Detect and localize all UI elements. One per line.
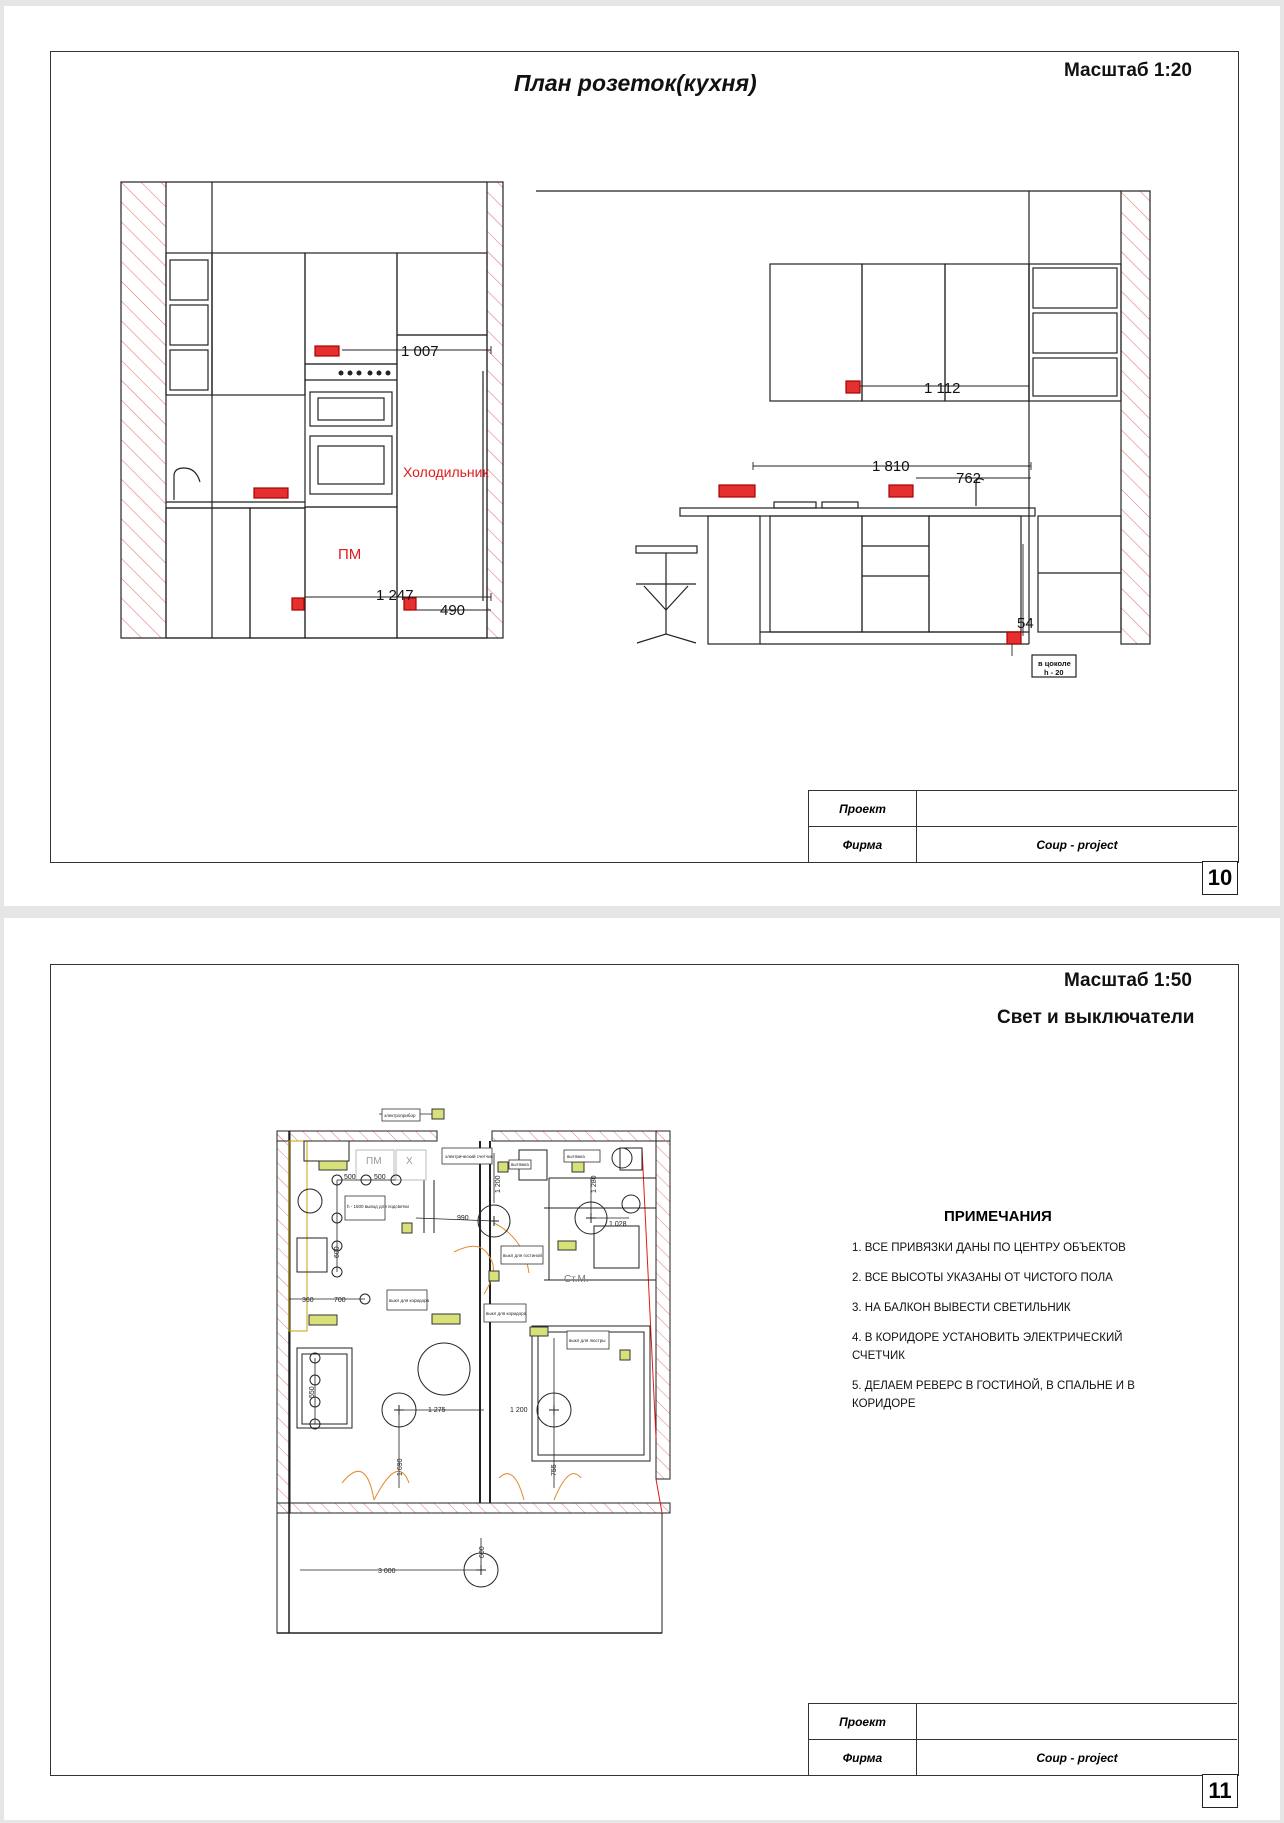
dim: 500: [344, 1174, 356, 1181]
page-number: 10: [1202, 861, 1238, 895]
project-label: Проект: [809, 791, 917, 826]
room-label: Х: [406, 1156, 413, 1167]
tag: выкл для люстры: [569, 1338, 606, 1343]
firm-label: Фирма: [809, 1740, 917, 1775]
dim: 1 275: [428, 1407, 446, 1414]
dim-762: 762: [956, 470, 982, 487]
oven: [310, 436, 392, 494]
tag: выкл для гостиной: [503, 1253, 542, 1258]
note-item: 2. ВСЕ ВЫСОТЫ УКАЗАНЫ ОТ ЧИСТОГО ПОЛА: [852, 1272, 1113, 1284]
tag: вытяжка: [511, 1162, 529, 1167]
dim-1247: 1 247: [376, 587, 414, 604]
dim-490: 490: [440, 602, 466, 619]
tag: вытяжка: [567, 1154, 585, 1159]
dim-54: 54: [1017, 615, 1034, 632]
sheet-11: [4, 918, 1280, 1820]
plinth-note-2: h - 20: [1044, 668, 1064, 677]
plinth-note-1: в цоколе: [1038, 659, 1071, 668]
socket: [1007, 632, 1021, 644]
wall-right: [487, 182, 503, 638]
upper-cabinet: [397, 253, 487, 335]
note-item: 5. ДЕЛАЕМ РЕВЕРС В ГОСТИНОЙ, В СПАЛЬНЕ И В КОРИДОРЕ: [852, 1380, 1135, 1410]
dim: 755: [551, 1464, 558, 1476]
firm-value: Coup - project: [1036, 1750, 1118, 1765]
dim: 600: [334, 1246, 341, 1258]
tag: электроприбор: [384, 1113, 416, 1118]
dim: 3 000: [378, 1568, 396, 1575]
sheet-10: [4, 6, 1280, 906]
kitchen-elevations: [4, 6, 1280, 706]
dim-1007: 1 007: [401, 343, 439, 360]
title-block: [808, 1703, 1237, 1775]
dim-1810: 1 810: [872, 458, 910, 475]
room-label: Ст.М.: [564, 1274, 589, 1285]
dim: 990: [457, 1215, 469, 1222]
title-block: [808, 790, 1237, 862]
dim: 360: [302, 1297, 314, 1304]
notes-section: [852, 1208, 1172, 1425]
scale-label: Масштаб 1:20: [1064, 60, 1192, 81]
dim: 700: [334, 1297, 346, 1304]
dim: 1 280: [591, 1175, 598, 1193]
socket: [719, 485, 755, 497]
socket: [292, 598, 304, 610]
wall-right-elev: [1121, 191, 1150, 644]
dim: 1 690: [397, 1458, 404, 1476]
countertop: [680, 508, 1035, 516]
tag: электрический счетчик: [445, 1154, 493, 1159]
wall-left: [121, 182, 166, 638]
socket: [889, 485, 913, 497]
room-label: ПМ: [366, 1156, 382, 1167]
note-item: 3. НА БАЛКОН ВЫВЕСТИ СВЕТИЛЬНИК: [852, 1302, 1071, 1314]
firm-label: Фирма: [809, 827, 917, 862]
dim: 600: [479, 1546, 486, 1558]
dim: 1 200: [510, 1407, 528, 1414]
label-fridge: Холодильник: [403, 464, 489, 480]
scale-label: Масштаб 1:50: [1064, 970, 1192, 991]
dim: 500: [374, 1174, 386, 1181]
dim: 550: [309, 1386, 316, 1398]
socket: [846, 381, 860, 393]
label-dishwasher: ПМ: [338, 546, 362, 563]
tag: выкл для коридора: [389, 1298, 430, 1303]
notes-heading: ПРИМЕЧАНИЯ: [944, 1208, 1052, 1225]
project-label: Проект: [809, 1704, 917, 1739]
bar-stool: [636, 546, 697, 553]
switches: [309, 1109, 630, 1360]
notes-list: [852, 1239, 1172, 1413]
socket: [315, 346, 339, 356]
microwave: [310, 392, 392, 426]
note-item: 4. В КОРИДОРЕ УСТАНОВИТЬ ЭЛЕКТРИЧЕСКИЙ СЧЕТЧИК: [852, 1332, 1123, 1362]
tag: h - 1500 вывод для подсветки: [347, 1204, 409, 1209]
page-title: План розеток(кухня): [514, 70, 757, 96]
project-value: [917, 791, 1237, 826]
page-number: 11: [1202, 1774, 1238, 1808]
socket-group: [719, 381, 1021, 644]
project-value: [917, 1704, 1237, 1739]
socket: [254, 488, 288, 498]
dim-1112: 1 112: [924, 380, 961, 397]
tag: выкл для коридора: [486, 1311, 527, 1316]
light-fixtures: [382, 1202, 607, 1587]
firm-value: Coup - project: [1036, 837, 1118, 852]
note-item: 1. ВСЕ ПРИВЯЗКИ ДАНЫ ПО ЦЕНТРУ ОБЪЕКТОВ: [852, 1242, 1126, 1254]
upper-cabinet: [212, 253, 305, 395]
dim: 1 028: [609, 1221, 627, 1228]
dim: 1 200: [495, 1175, 502, 1193]
page-title: Свет и выключатели: [997, 1007, 1195, 1028]
